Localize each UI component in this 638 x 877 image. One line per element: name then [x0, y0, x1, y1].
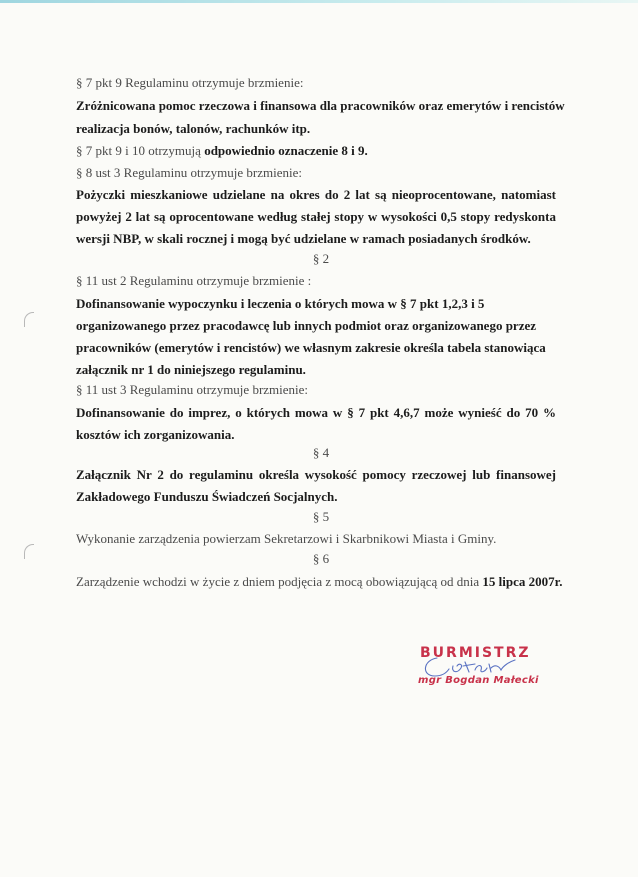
section-6-text: [76, 573, 563, 590]
section-4-text-line: Załącznik Nr 2 do regulaminu określa wysokość pomocy rzeczowej lub finansowej: [76, 467, 556, 482]
amendment-text-line: pracowników (emerytów i rencistów) we własnym zakresie określa tabela stanowiąca: [76, 340, 546, 355]
amendment-text-line: Dofinansowanie do imprez, o których mowa w § 7 pkt 4,6,7 może wynieść do 70 %: [76, 405, 556, 420]
amendment-text-line: Pożyczki mieszkaniowe udzielane na okres do 2 lat są nieoprocentowane, natomiast: [76, 187, 556, 202]
amendment-text-line: realizacja bonów, talonów, rachunków itp.: [76, 121, 311, 136]
section-heading-5: § 5: [312, 509, 330, 524]
amendment-intro-7-9: § 7 pkt 9 Regulaminu otrzymuje brzmienie:: [76, 75, 304, 90]
amendment-text-line: załącznik nr 1 do niniejszego regulaminu.: [76, 362, 306, 377]
effective-date: 15 lipca 2007r.: [482, 574, 563, 589]
amendment-intro-11-2: § 11 ust 2 Regulaminu otrzymuje brzmienie :: [76, 273, 312, 288]
stamp-title: BURMISTRZ: [420, 645, 531, 661]
amendment-renumber-line: [76, 142, 556, 159]
amendment-text-line: kosztów ich zorganizowania.: [76, 427, 235, 442]
amendment-text-line: Dofinansowanie wypoczynku i leczenia o których mowa w § 7 pkt 1,2,3 i 5: [76, 296, 485, 311]
renumber-intro: § 7 pkt 9 i 10 otrzymują: [76, 143, 205, 158]
punch-hole-mark: [24, 544, 34, 559]
punch-hole-mark: [24, 312, 34, 327]
stamp-name: mgr Bogdan Małecki: [418, 675, 539, 686]
section-heading-6: § 6: [312, 551, 330, 566]
amendment-intro-8-3: § 8 ust 3 Regulaminu otrzymuje brzmienie:: [76, 165, 303, 180]
amendment-text-line: Zróżnicowana pomoc rzeczowa i finansowa dla pracowników oraz emerytów i rencistów: [76, 98, 565, 113]
amendment-text-line: wersji NBP, w skali rocznej i mogą być udzielane w ramach posiadanych środków.: [76, 231, 531, 246]
section-heading-4: § 4: [312, 445, 330, 460]
section-heading-2: § 2: [312, 251, 330, 266]
amendment-intro-11-3: § 11 ust 3 Regulaminu otrzymuje brzmienie:: [76, 382, 309, 397]
section-5-text: Wykonanie zarządzenia powierzam Sekretarzowi i Skarbnikowi Miasta i Gminy.: [76, 531, 497, 546]
amendment-text-line: powyżej 2 lat są oprocentowane według stałej stopy w wysokości 0,5 stopy redyskonta: [76, 209, 556, 224]
section-4-text-line: Zakładowego Funduszu Świadczeń Socjalnych.: [76, 489, 338, 504]
amendment-text-line: organizowanego przez pracodawcę lub innych podmiot oraz organizowanego przez: [76, 318, 537, 333]
renumber-value: odpowiednio oznaczenie 8 i 9.: [204, 143, 368, 158]
effective-clause: Zarządzenie wchodzi w życie z dniem podjęcia z mocą obowiązującą od dnia: [76, 574, 483, 589]
